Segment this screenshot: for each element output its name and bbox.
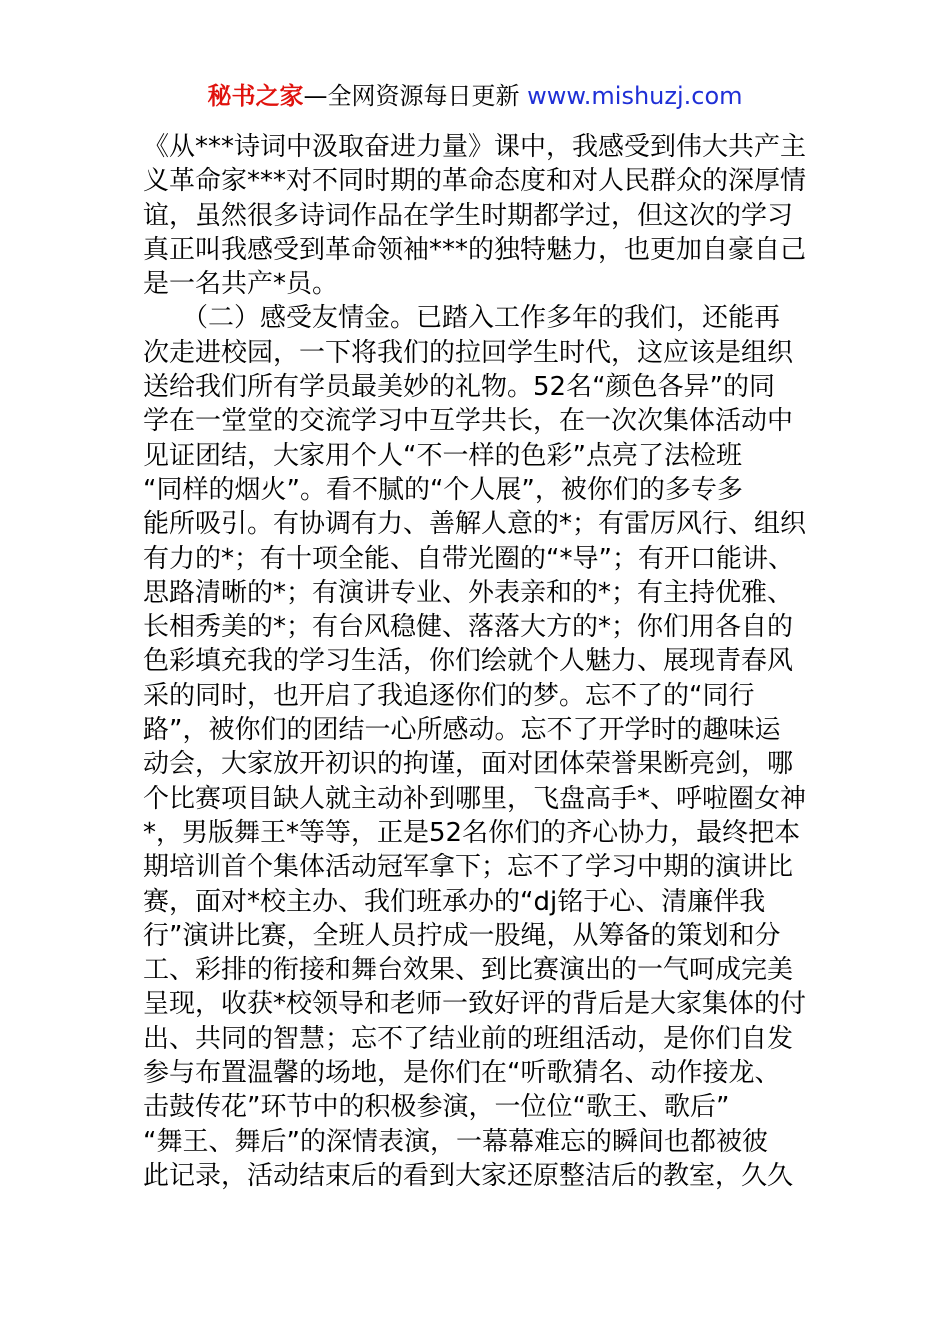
text-line: 出、共同的智慧；忘不了结业前的班组活动，是你们自发 <box>143 1023 794 1054</box>
text-line: 送给我们所有学员最美妙的礼物。52名“颜色各异”的同 <box>143 372 776 403</box>
text-line: 动会，大家放开初识的拘谨，面对团体荣誉果断亮剑，哪 <box>143 749 794 780</box>
document-body <box>143 130 833 1193</box>
text-line: 行”演讲比赛，全班人员拧成一股绳，从筹备的策划和分 <box>143 920 781 951</box>
text-line: 有力的*；有十项全能、自带光圈的“*导”；有开口能讲、 <box>143 543 794 574</box>
text-line: *，男版舞王*等等，正是52名你们的齐心协力，最终把本 <box>143 817 801 848</box>
text-line: 呈现，收获*校领导和老师一致好评的背后是大家集体的付 <box>143 989 807 1020</box>
text-line: 见证团结，大家用个人“不一样的色彩”点亮了法检班 <box>143 440 742 471</box>
text-line: 谊，虽然很多诗词作品在学生时期都学过，但这次的学习 <box>143 200 794 231</box>
site-url-link[interactable]: www.mishuzj.com <box>527 82 743 110</box>
text-line: 采的同时，也开启了我追逐你们的梦。忘不了的“同行 <box>143 680 755 711</box>
text-line: 参与布置温馨的场地，是你们在“听歌猜名、动作接龙、 <box>143 1058 781 1089</box>
site-tagline: —全网资源每日更新 <box>303 82 520 110</box>
text-line: 个比赛项目缺人就主动补到哪里，飞盘高手*、呼啦圈女神 <box>143 783 807 814</box>
text-line: 是一名共产*员。 <box>143 269 339 300</box>
text-line: （二）感受友情金。已踏入工作多年的我们，还能再 <box>143 303 781 334</box>
text-line: 次走进校园，一下将我们的拉回学生时代，这应该是组织 <box>143 337 794 368</box>
text-line: 真正叫我感受到革命领袖***的独特魅力，也更加自豪自己 <box>143 234 807 265</box>
text-line: “舞王、舞后”的深情表演，一幕幕难忘的瞬间也都被彼 <box>143 1126 768 1157</box>
text-line: 路”，被你们的团结一心所感动。忘不了开学时的趣味运 <box>143 715 781 746</box>
text-line: 能所吸引。有协调有力、善解人意的*；有雷厉风行、组织 <box>143 509 807 540</box>
text-line: 《从***诗词中汲取奋进力量》课中，我感受到伟大共产主 <box>143 132 807 162</box>
text-line: 工、彩排的衔接和舞台效果、到比赛演出的一气呵成完美 <box>143 955 794 986</box>
text-line: 击鼓传花”环节中的积极参演，一位位“歌王、歌后” <box>143 1092 730 1123</box>
text-line: “同样的烟火”。看不腻的“个人展”，被你们的多专多 <box>143 474 743 505</box>
text-line: 长相秀美的*；有台风稳健、落落大方的*；你们用各自的 <box>143 612 794 643</box>
text-line: 思路清晰的*；有演讲专业、外表亲和的*；有主持优雅、 <box>143 577 794 608</box>
page-header <box>0 80 950 112</box>
text-line: 赛，面对*校主办、我们班承办的“dj铭于心、清廉伴我 <box>143 886 766 917</box>
text-line: 此记录，活动结束后的看到大家还原整洁后的教室，久久 <box>143 1160 794 1191</box>
text-line: 学在一堂堂的交流学习中互学共长，在一次次集体活动中 <box>143 406 794 437</box>
text-line: 期培训首个集体活动冠军拿下；忘不了学习中期的演讲比 <box>143 852 794 883</box>
text-line: 色彩填充我的学习生活，你们绘就个人魅力、展现青春风 <box>143 646 794 677</box>
text-line: 义革命家***对不同时期的革命态度和对人民群众的深厚情 <box>143 166 807 197</box>
site-brand: 秘书之家 <box>207 82 304 110</box>
